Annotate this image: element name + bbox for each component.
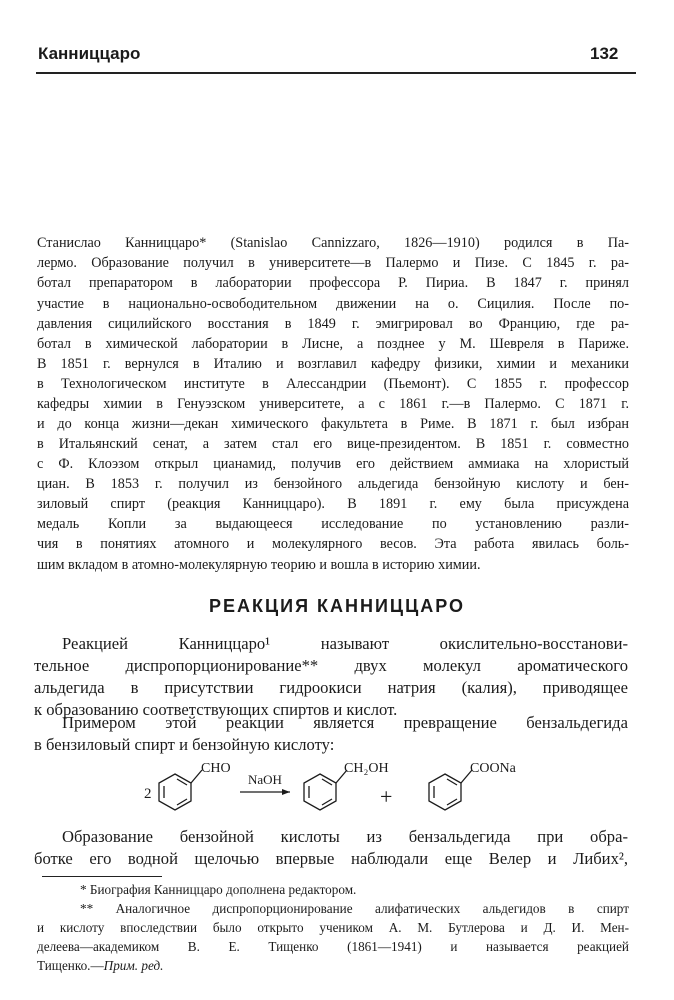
footnote-tail: Тищенко.— [37, 958, 104, 973]
biography-line: циан. В 1853 г. получил из бензойного альдегида бензойную кислоту и бен- [37, 476, 629, 492]
biography-line: в Технологическом институте в Алессандрии (Пьемонт). С 1855 г. профессор [37, 376, 629, 392]
biography-line: с Ф. Клоэзом открыл цианамид, получив его действием аммиака на хлористый [37, 456, 629, 472]
paragraph-line: тельное диспропорционирование** двух молекул ароматического [34, 656, 628, 675]
paragraph-line: в бензиловый спирт и бензойную кислоту: [34, 735, 335, 754]
paragraph-line: альдегида в присутствии гидроокиси натрия (калия), приводящее [34, 678, 628, 697]
biography-line: ботал препаратором в лаборатории профессора Р. Пириа. В 1847 г. принял [37, 275, 629, 291]
biography-line: и до конца жизни—декан химического факультета в Риме. В 1871 г. был избран [37, 416, 629, 432]
reaction-scheme [140, 750, 560, 825]
biography-line: лермо. Образование получил в университете—в Палермо и Пизе. С 1845 г. ра- [37, 255, 629, 271]
biography-line: медаль Копли за выдающееся исследование по установлению разли- [37, 516, 629, 532]
paragraph-line: к образованию соответствующих спиртов и кислот. [34, 700, 398, 719]
section-title: РЕАКЦИЯ КАННИЦЦАРО [208, 596, 465, 616]
footnote-1: * Биография Канниццаро дополнена редактором. [80, 882, 357, 897]
footnote-line: ** Аналогичное диспропорционирование алифатических альдегидов в спирт [80, 901, 629, 916]
biography-line: В 1851 г. вернулся в Италию и возглавил кафедру физики, химии и механики [37, 356, 629, 372]
paragraph-line: ботке его водной щелочью впервые наблюдали еще Велер и Либих², [34, 849, 628, 868]
footnote-rule [42, 876, 162, 877]
running-head: Канниццаро [38, 44, 141, 63]
biography-line: кафедры химии в Генуэзском университете, а с 1861 г.—в Палермо. С 1871 г. [37, 396, 629, 412]
product-2-group: COONa [470, 761, 516, 776]
biography-line: чия в понятиях атомного и молекулярного весов. Эта работа явилась боль- [37, 536, 629, 552]
biography-line: Станислао Канниццаро* (Stanislao Cannizzaro, 1826—1910) родился в Па- [37, 235, 629, 251]
header-rule [36, 72, 636, 74]
footnote-line: и кислоту впоследствии было открыто учеником А. М. Бутлерова и Д. И. Мен- [37, 920, 629, 935]
biography-line: участие в национально-освободительном движении на о. Сицилия. После по- [37, 296, 629, 312]
biography-line: ботал в химической лаборатории в Лисне, а позднее у М. Шевреля в Париже. [37, 336, 629, 352]
paragraph-line: Примером этой реакции является превращение бензальдегида [62, 713, 628, 732]
paragraph-line: Образование бензойной кислоты из бензальдегида при обра- [62, 827, 628, 846]
biography-line: в Итальянский сенат, а затем стал его вице-президентом. В 1851 г. совместно [37, 436, 629, 452]
reagent-label: NaOH [248, 772, 282, 787]
page-number: 132 [590, 44, 619, 63]
plus-sign: + [380, 784, 393, 809]
product-1-group: CH₂OH [344, 761, 389, 776]
biography-line: шим вкладом в атомно-молекулярную теорию и вошла в историю химии. [37, 557, 481, 573]
editor-note: Прим. ред. [103, 958, 164, 973]
footnote-last-line [37, 956, 629, 975]
footnote-line: делеева—академиком В. Е. Тищенко (1861—1941) и называется реакцией [37, 939, 629, 954]
biography-line: зиловый спирт (реакция Канниццаро). В 1891 г. ему была присуждена [37, 496, 629, 512]
paragraph-line: Реакцией Канниццаро¹ называют окислительно-восстанови- [62, 634, 628, 653]
reactant-group: CHO [201, 761, 231, 776]
biography-line: давления сицилийского восстания в 1849 г. эмигрировал во Францию, где ра- [37, 316, 629, 332]
coefficient: 2 [144, 786, 152, 802]
